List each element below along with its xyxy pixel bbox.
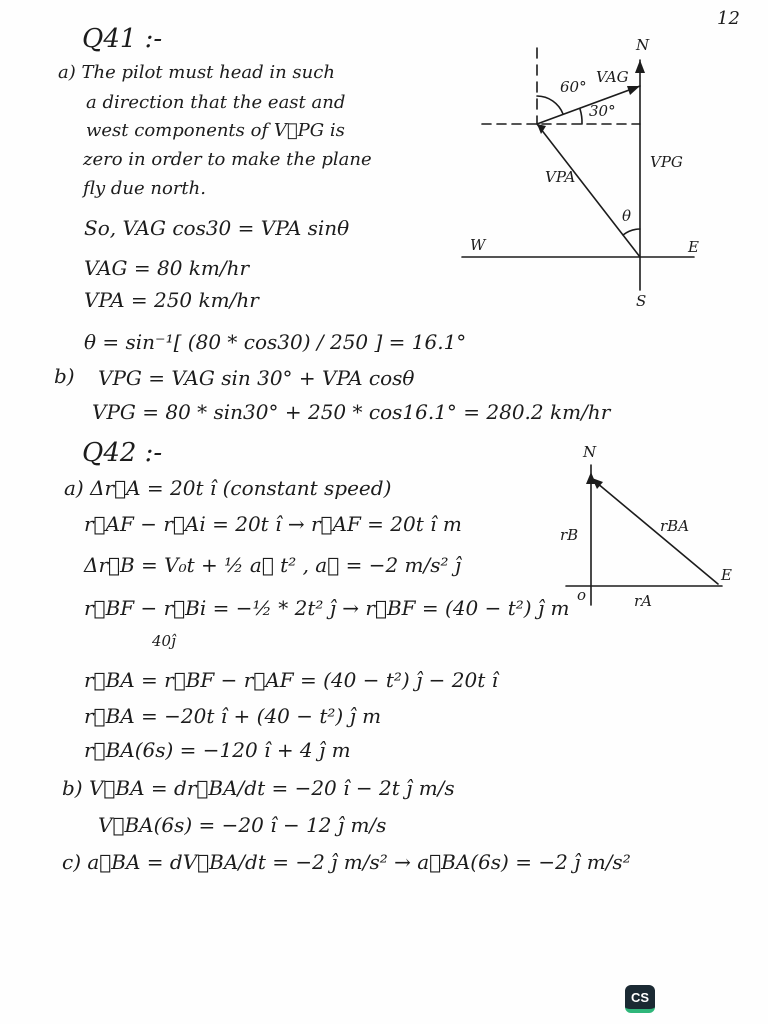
q41-label-vag: VAG bbox=[596, 68, 629, 86]
q42-label-e: E bbox=[721, 566, 732, 584]
q41-label-vpa: VPA bbox=[545, 168, 576, 186]
q42-label-n: N bbox=[583, 443, 597, 461]
q41-label-n: N bbox=[636, 36, 650, 54]
camscanner-logo: CS bbox=[625, 985, 655, 1013]
q41-label-vpg: VPG bbox=[650, 153, 683, 171]
rba-vector bbox=[591, 478, 718, 584]
q41-label-s: S bbox=[636, 292, 647, 310]
q41-heading: Q41 :- bbox=[82, 24, 163, 54]
q42-sub-note: 40ĵ bbox=[152, 632, 176, 650]
q41-part-a-line: a direction that the east and bbox=[86, 92, 346, 113]
q42-line: r⃗BF − r⃗Bi = −½ * 2t² ĵ → r⃗BF = (40 − t²) ĵ m bbox=[84, 596, 570, 620]
q41-eq-vag: VAG = 80 km/hr bbox=[84, 256, 250, 280]
q42-line: a) Δr⃗A = 20t î (constant speed) bbox=[64, 476, 392, 500]
q42-label-rb: rB bbox=[560, 526, 579, 544]
q41-label-w: W bbox=[470, 236, 486, 254]
q41-eq-b1: VPG = VAG sin 30° + VPA cosθ bbox=[98, 366, 415, 390]
q41-part-a-line: west components of V⃗PG is bbox=[86, 120, 345, 141]
q41-part-b-label: b) bbox=[54, 364, 75, 388]
q41-part-a-line: fly due north. bbox=[83, 178, 206, 199]
q42-line: Δr⃗B = V₀t + ½ a⃗ t² , a⃗ = −2 m/s² ĵ bbox=[84, 553, 462, 577]
q41-part-a-line: zero in order to make the plane bbox=[83, 149, 372, 170]
q41-label-angle30: 30° bbox=[589, 102, 616, 120]
q42-line: b) V⃗BA = dr⃗BA/dt = −20 î − 2t ĵ m/s bbox=[62, 776, 455, 800]
q42-line: r⃗BA = r⃗BF − r⃗AF = (40 − t²) ĵ − 20t î bbox=[84, 668, 498, 692]
q41-eq-so: So, VAG cos30 = VPA sinθ bbox=[84, 216, 350, 240]
q42-heading: Q42 :- bbox=[82, 438, 163, 468]
q42-line: V⃗BA(6s) = −20 î − 12 ĵ m/s bbox=[98, 813, 387, 837]
q41-eq-b2: VPG = 80 * sin30° + 250 * cos16.1° = 280.2 km/hr bbox=[92, 400, 611, 424]
q42-line: r⃗AF − r⃗Ai = 20t î → r⃗AF = 20t î m bbox=[84, 512, 462, 536]
q41-part-a-line: a) The pilot must head in such bbox=[58, 62, 335, 83]
q42-line: r⃗BA(6s) = −120 î + 4 ĵ m bbox=[84, 738, 351, 762]
q41-eq-theta: θ = sin⁻¹[ (80 * cos30) / 250 ] = 16.1° bbox=[84, 330, 467, 354]
q41-eq-vpa: VPA = 250 km/hr bbox=[84, 288, 259, 312]
q41-label-theta: θ bbox=[622, 207, 632, 225]
q42-label-origin: o bbox=[577, 586, 587, 604]
q42-label-rba: rBA bbox=[660, 517, 690, 535]
q42-label-ra: rA bbox=[634, 592, 653, 610]
q42-line: c) a⃗BA = dV⃗BA/dt = −2 ĵ m/s² → a⃗BA(6s) = −2 ĵ m/s² bbox=[62, 850, 631, 874]
page-number: 12 bbox=[717, 8, 740, 29]
q42-line: r⃗BA = −20t î + (40 − t²) ĵ m bbox=[84, 704, 382, 728]
q41-label-e: E bbox=[688, 238, 699, 256]
q41-label-angle60: 60° bbox=[560, 78, 587, 96]
